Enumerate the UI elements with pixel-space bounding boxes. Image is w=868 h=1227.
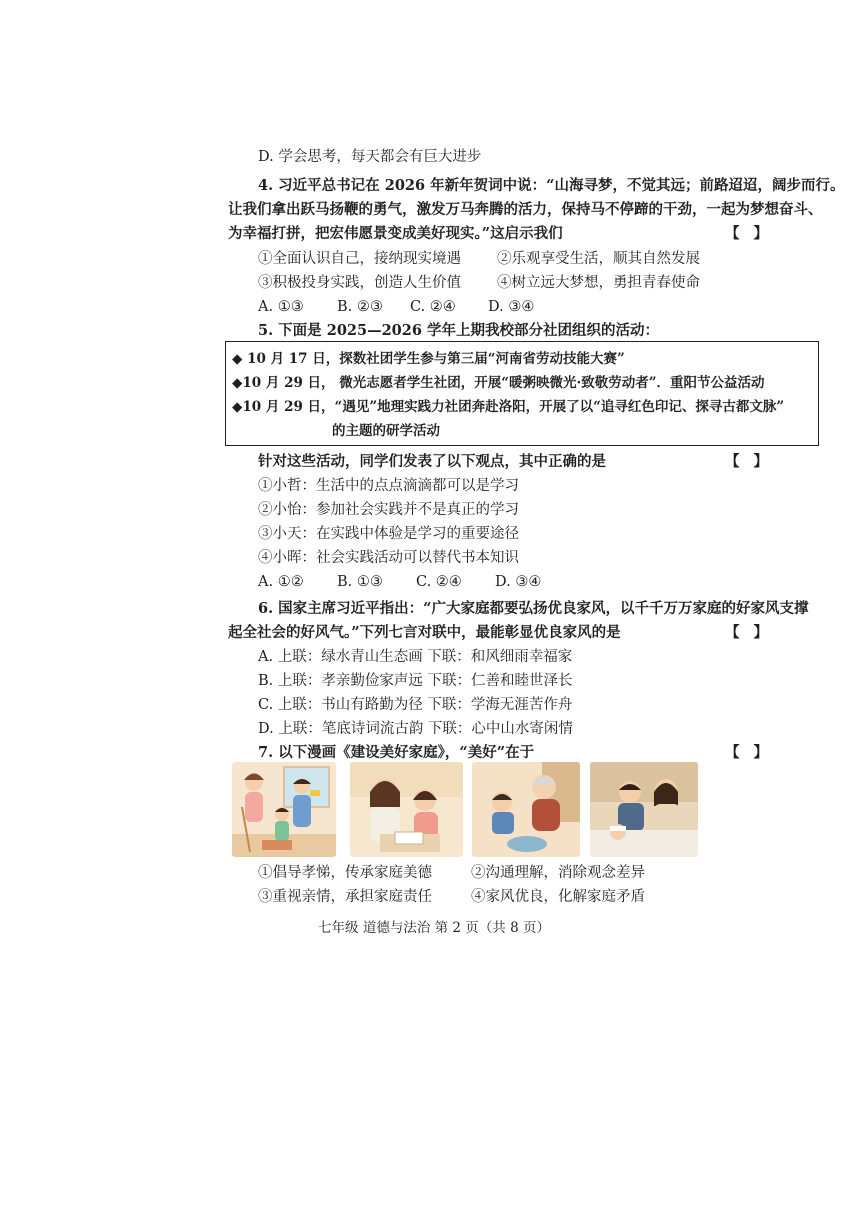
q3-option-d: D. 学会思考，每天都会有巨大进步 [258,149,482,165]
q5-item-4: ④小晖：社会实践活动可以替代书本知识 [258,550,519,566]
q6-option-a: A. 上联：绿水青山生态画 下联：和风细雨幸福家 [258,649,573,665]
q5-stem: 5. 下面是 2025—2026 学年上期我校部分社团组织的活动： [258,322,659,339]
q5-box-row-2: ◆10 月 29 日， 微光志愿者学生社团，开展“暖粥映微光·致敬劳动者”．重阳节公益活动 [232,375,765,391]
q6-option-c: C. 上联：书山有路勤为径 下联：学海无涯苦作舟 [258,697,573,713]
q5-item-1: ①小哲：生活中的点点滴滴都可以是学习 [258,478,519,494]
q4-stem-line1: 4. 习近平总书记在 2026 年新年贺词中说：“山海寻梦，不觉其远；前路迢迢，阔步而行。 [258,177,845,194]
q5-answer-bracket: 【】 [725,453,782,470]
q4-option-d: D. ③④ [488,299,535,315]
q5-option-a: A. ①② [258,574,304,590]
q6-stem-line1: 6. 国家主席习近平指出：“广大家庭都要弘扬优良家风，以千千万万家庭的好家风支撑 [258,600,809,617]
q4-option-a: A. ①③ [258,299,304,315]
q7-stem: 7. 以下漫画《建设美好家庭》，“美好”在于 [258,744,535,761]
q4-option-c: C. ②④ [410,299,456,315]
comic-panel-care [590,762,698,857]
parents-caring-sick-child-illustration [590,762,698,857]
q6-option-b: B. 上联：孝亲勤俭家声远 下联：仁善和睦世泽长 [258,673,573,689]
q4-answer-bracket: 【】 [725,225,782,242]
q5-option-c: C. ②④ [416,574,462,590]
q6-stem-line2: 起全社会的好风气。”下列七言对联中，最能彰显优良家风的是 [228,624,621,641]
q7-answer-bracket: 【】 [725,744,782,761]
comic-panel-studying [350,762,463,857]
q5-option-d: D. ③④ [495,574,542,590]
q4-item-4: ④树立远大梦想，勇担青春使命 [497,275,700,291]
q5-option-b: B. ①③ [337,574,383,590]
q7-item-4: ④家风优良，化解家庭矛盾 [471,889,645,905]
q5-question: 针对这些活动，同学们发表了以下观点，其中正确的是 [258,453,606,470]
q4-item-2: ②乐观享受生活，顺其自然发展 [497,251,700,267]
q6-option-d: D. 上联：笔底诗词流古韵 下联：心中山水寄闲情 [258,721,573,737]
mother-daughter-reading-illustration [350,762,463,857]
q6-answer-bracket: 【】 [725,624,782,641]
comic-panel-cleaning [232,762,336,857]
q5-box-row-4: 的主题的研学活动 [332,423,440,439]
q7-item-3: ③重视亲情，承担家庭责任 [258,889,432,905]
q4-item-1: ①全面认识自己，接纳现实境遇 [258,251,461,267]
q5-box-row-3: ◆10 月 29 日，“遇见”地理实践力社团奔赴洛阳，开展了以“追寻红色印记、探寻古都文脉” [232,399,785,415]
q4-stem-line3: 为幸福打拼，把宏伟愿景变成美好现实。”这启示我们 [228,225,563,242]
q7-item-2: ②沟通理解，消除观念差异 [471,865,645,881]
q4-item-3: ③积极投身实践，创造人生价值 [258,275,461,291]
q5-item-3: ③小天：在实践中体验是学习的重要途径 [258,526,519,542]
q5-box-row-1: ◆ 10 月 17 日，探数社团学生参与第三届“河南省劳动技能大赛” [232,351,625,367]
q4-option-b: B. ②③ [337,299,383,315]
q5-item-2: ②小怡：参加社会实践并不是真正的学习 [258,502,519,518]
comic-panel-grandma [472,762,580,857]
boy-washing-grandma-feet-illustration [472,762,580,857]
page-footer: 七年级 道德与法治 第 2 页（共 8 页） [318,920,550,936]
q7-item-1: ①倡导孝悌，传承家庭美德 [258,865,432,881]
q5-activity-box [225,341,819,446]
family-cleaning-illustration [232,762,336,857]
q4-stem-line2: 让我们拿出跃马扬鞭的勇气，激发万马奔腾的活力，保持马不停蹄的干劲，一起为梦想奋斗、 [228,201,823,218]
